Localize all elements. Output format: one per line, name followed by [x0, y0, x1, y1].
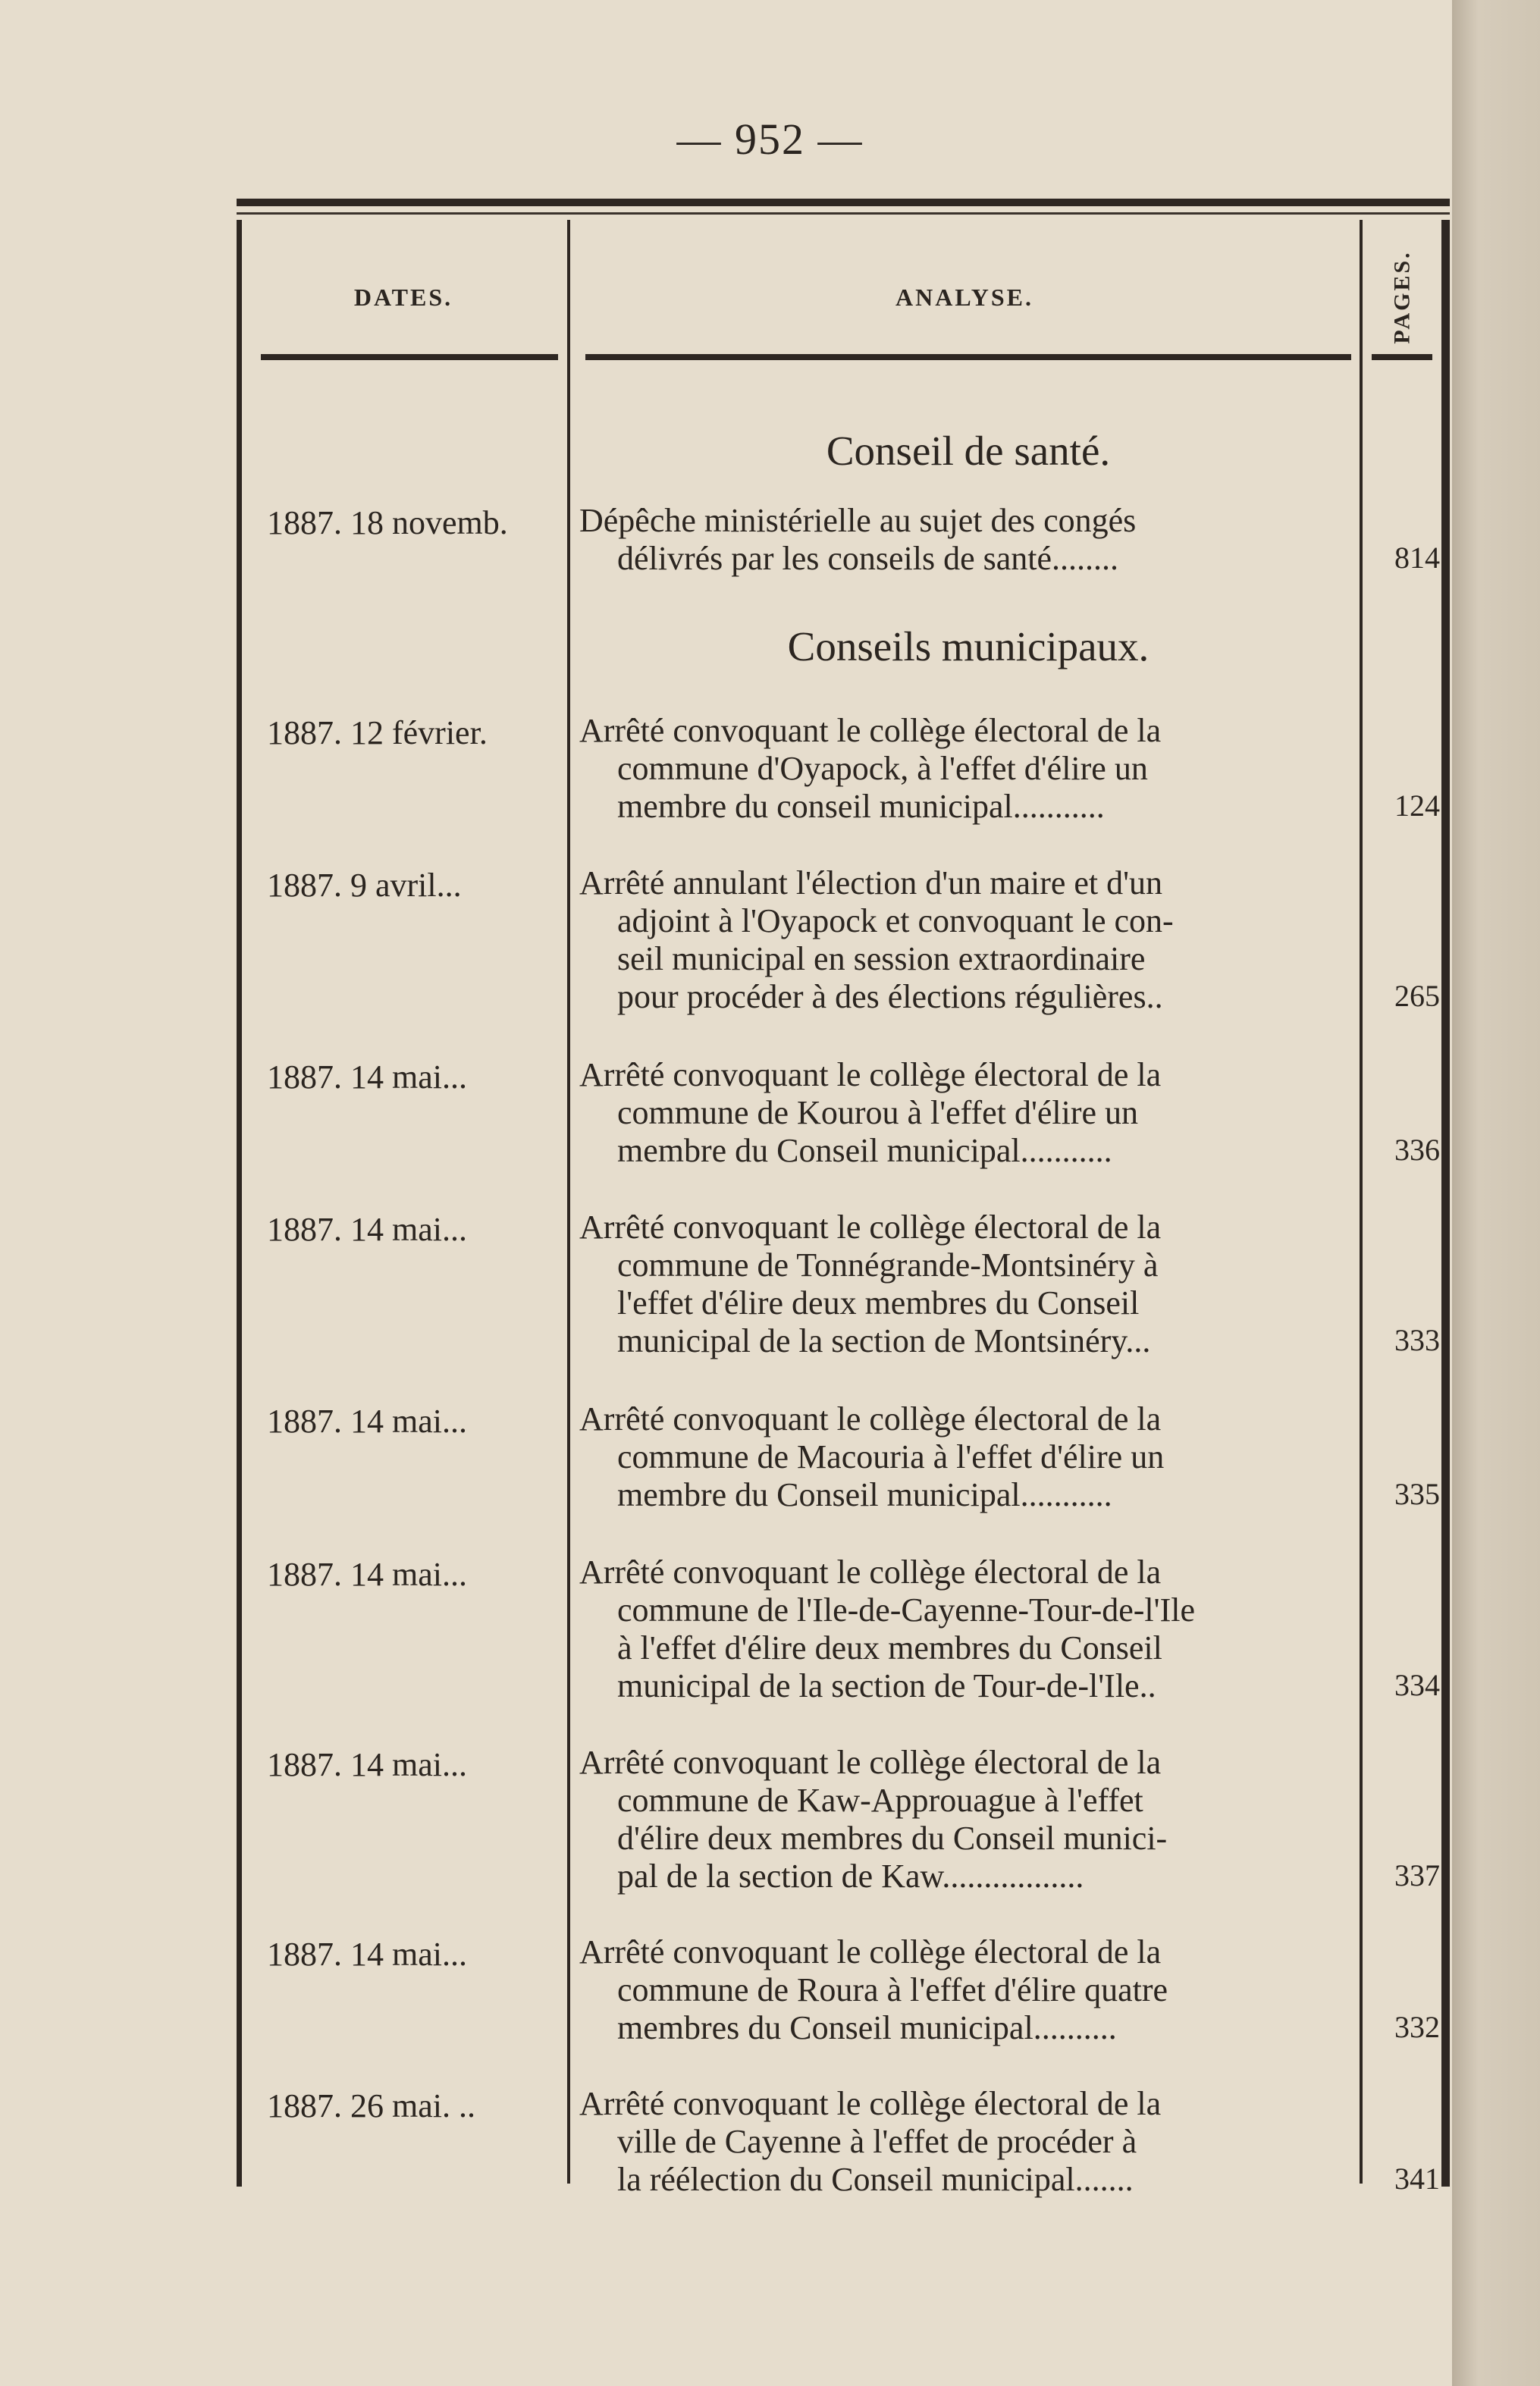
entry-analyse-line: pal de la section de Kaw................. [617, 1858, 1084, 1895]
entry-analyse-line: Arrêté convoquant le collège électoral de la [579, 1209, 1162, 1246]
entry-analyse [579, 1209, 1354, 1360]
entry-date: 1887. 14 mai... [267, 1746, 467, 1783]
entry-analyse-line: ville de Cayenne à l'effet de procéder à [617, 2123, 1137, 2160]
entry-analyse-line: délivrés par les conseils de santé........ [617, 540, 1119, 577]
entry-page: 333 [1394, 1323, 1440, 1357]
entry-analyse-line: commune de Tonnégrande-Montsinéry à [617, 1246, 1159, 1284]
entry-analyse-line: Arrêté convoquant le collège électoral de la [579, 1056, 1162, 1093]
entry-analyse-line: commune de Macouria à l'effet d'élire un [617, 1438, 1165, 1475]
entry-analyse [579, 1744, 1354, 1895]
entry-analyse-line: commune d'Oyapock, à l'effet d'élire un [617, 750, 1148, 787]
header-pages: PAGES. [1389, 250, 1415, 344]
entry-analyse-line: Arrêté convoquant le collège électoral de la [579, 712, 1162, 749]
header-analyse: ANALYSE. [895, 283, 1033, 311]
entry-date: 1887. 14 mai... [267, 1936, 467, 1973]
entry-analyse-line: membre du Conseil municipal........... [617, 1476, 1112, 1513]
entry-analyse-line: Arrêté convoquant le collège électoral de la [579, 1400, 1162, 1438]
header-dates: DATES. [353, 283, 453, 311]
entry-analyse [579, 502, 1354, 578]
entry-page: 341 [1394, 2162, 1440, 2196]
entry-page: 265 [1394, 979, 1440, 1013]
entry-analyse-line: municipal de la section de Tour-de-l'Ile.. [617, 1667, 1156, 1704]
entry-analyse-line: membre du conseil municipal........... [617, 788, 1105, 825]
entry-analyse [579, 864, 1354, 1016]
entry-page: 334 [1394, 1668, 1440, 1702]
entry-analyse-line: Arrêté convoquant le collège électoral de la [579, 1933, 1162, 1971]
entry-analyse-line: à l'effet d'élire deux membres du Conseil [617, 1629, 1162, 1666]
entry-analyse [579, 1056, 1354, 1170]
section-title: Conseils municipaux. [787, 623, 1150, 669]
entry-analyse-line: commune de Kaw-Approuague à l'effet [617, 1782, 1143, 1819]
entry-analyse-line: Arrêté convoquant le collège électoral de la [579, 1744, 1162, 1781]
entry-date: 1887. 9 avril... [267, 867, 462, 904]
entry-date: 1887. 14 mai... [267, 1211, 467, 1248]
header-rule-analyse [585, 354, 1351, 360]
entry-analyse [579, 2085, 1354, 2199]
entry-analyse-line: pour procéder à des élections régulières.. [617, 978, 1163, 1015]
header-rule-dates [261, 354, 558, 360]
entry-analyse-line: membres du Conseil municipal.......... [617, 2009, 1117, 2046]
entry-analyse [579, 1933, 1354, 2047]
entry-page: 335 [1394, 1477, 1440, 1511]
entry-analyse-line: Arrêté convoquant le collège électoral de la [579, 1554, 1162, 1591]
table-top-rule-thin [237, 212, 1450, 215]
table-right-border [1441, 220, 1450, 2187]
entry-analyse-line: commune de Roura à l'effet d'élire quatre [617, 1971, 1168, 2008]
entry-date: 1887. 14 mai... [267, 1403, 467, 1440]
entry-analyse-line: d'élire deux membres du Conseil munici- [617, 1820, 1168, 1857]
entry-analyse-line: commune de Kourou à l'effet d'élire un [617, 1094, 1139, 1131]
page-edge [1452, 0, 1540, 2386]
entry-page: 336 [1394, 1133, 1440, 1167]
page-number: — 952 — [676, 114, 864, 164]
table-top-rule [237, 199, 1450, 206]
table-left-border [237, 220, 242, 2187]
header-rule-pages [1372, 354, 1432, 360]
entry-analyse-line: la réélection du Conseil municipal....... [617, 2161, 1134, 2198]
entry-analyse-line: commune de l'Ile-de-Cayenne-Tour-de-l'Ile [617, 1591, 1195, 1629]
entry-date: 1887. 12 février. [267, 714, 488, 751]
entry-date: 1887. 18 novemb. [267, 504, 508, 541]
entry-analyse-line: seil municipal en session extraordinaire [617, 940, 1146, 977]
entry-date: 1887. 26 mai. .. [267, 2087, 475, 2124]
index-table [237, 199, 1450, 2198]
entry-analyse-line: municipal de la section de Montsinéry... [617, 1322, 1151, 1359]
entry-analyse-line: l'effet d'élire deux membres du Conseil [617, 1284, 1140, 1322]
entry-page: 332 [1394, 2010, 1440, 2044]
entry-analyse [579, 1554, 1354, 1705]
entry-analyse-line: Dépêche ministérielle au sujet des congés [579, 502, 1137, 539]
section-title: Conseil de santé. [826, 428, 1111, 474]
entry-page: 814 [1394, 541, 1440, 575]
entry-page: 124 [1394, 789, 1440, 823]
header-pages-cell [1366, 229, 1438, 365]
entry-analyse [579, 1400, 1354, 1514]
entry-analyse [579, 712, 1354, 826]
entry-analyse-line: Arrêté annulant l'élection d'un maire et d'un [579, 864, 1163, 901]
entry-date: 1887. 14 mai... [267, 1058, 467, 1096]
entry-analyse-line: adjoint à l'Oyapock et convoquant le con- [617, 902, 1174, 939]
column-divider-analyse [1360, 220, 1363, 2184]
entry-page: 337 [1394, 1858, 1440, 1892]
entry-date: 1887. 14 mai... [267, 1556, 467, 1593]
entry-analyse-line: membre du Conseil municipal........... [617, 1132, 1112, 1169]
entry-analyse-line: Arrêté convoquant le collège électoral de la [579, 2085, 1162, 2122]
